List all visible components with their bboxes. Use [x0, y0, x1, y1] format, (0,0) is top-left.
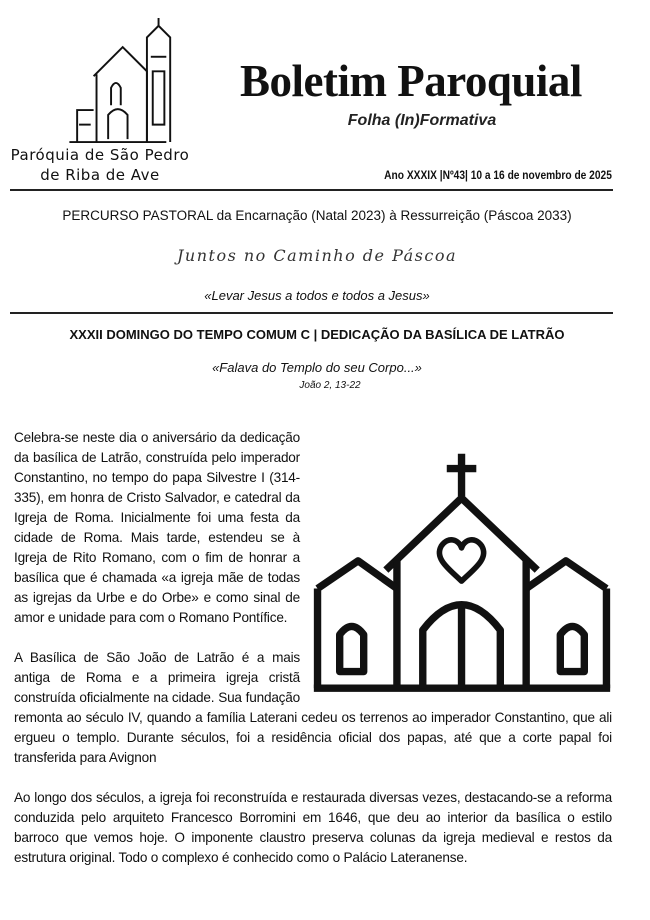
parish-location: de Riba de Ave — [40, 166, 160, 184]
pastoral-motto: «Levar Jesus a todos e todos a Jesus» — [204, 288, 430, 303]
church-logo-icon — [48, 18, 178, 144]
pastoral-path: PERCURSO PASTORAL da Encarnação (Natal 2023) à Ressurreição (Páscoa 2033) — [62, 208, 572, 223]
paragraph-1: Celebra-se neste dia o aniversário da dedicação da basílica de Latrão, construída pelo imperador Constantino, no tempo do papa Silvestre I (314-335), em honra de Cristo Salvador, e catedral da Igreja de Roma. Inicialmente foi uma festa da cidade de Roma. Mais tarde, estendeu se à Igreja de Rito Romano, com o fim de honrar a basílica que é chamada «a igreja mãe de todas as igrejas da Urbe e do Orbe» e como sinal de amor e unidade para com o Romano Pontífice. — [14, 430, 300, 625]
bulletin-title: Boletim Paroquial — [240, 56, 582, 106]
divider — [10, 312, 613, 314]
article-body — [14, 428, 612, 868]
paragraph-2-start: A Basílica de São João de Latrão é a mais antiga de Roma e a primeira igreja cristã construída oficialmente na cidade. Sua fundação — [14, 650, 300, 705]
gospel-quote: «Falava do Templo do seu Corpo...» — [212, 360, 422, 375]
divider — [10, 189, 613, 191]
paragraph-2-end: remonta ao século IV, quando a família Laterani cedeu os terrenos ao imperador Constantino, que ali ergueu o templo. Durante séculos, foi a residência oficial dos papas, até que a corte papal foi transferida para Avignon — [14, 710, 612, 765]
sunday-heading: XXXII DOMINGO DO TEMPO COMUM C | DEDICAÇÃO DA BASÍLICA DE LATRÃO — [69, 327, 565, 342]
issue-info: Ano XXXIX |Nº43| 10 a 16 de novembro de 2025 — [384, 168, 612, 182]
gospel-reference: João 2, 13-22 — [299, 380, 361, 391]
bulletin-subtitle: Folha (In)Formativa — [347, 112, 497, 129]
pastoral-theme: Juntos no Caminho de Páscoa — [176, 246, 458, 265]
church-illustration-icon — [312, 440, 612, 702]
paragraph-3: Ao longo dos séculos, a igreja foi reconstruída e restaurada diversas vezes, destacando-se a reforma conduzida pelo arquiteto Francesco Borromini em 1646, que deu ao interior da basílica o estilo barroco que vemos hoje. O imponente claustro preserva colunas da igreja medieval e restos da estrutura original. Todo o complexo é conhecido como o Palácio Lateranense. — [14, 790, 612, 865]
parish-name: Paróquia de São Pedro — [10, 146, 190, 164]
